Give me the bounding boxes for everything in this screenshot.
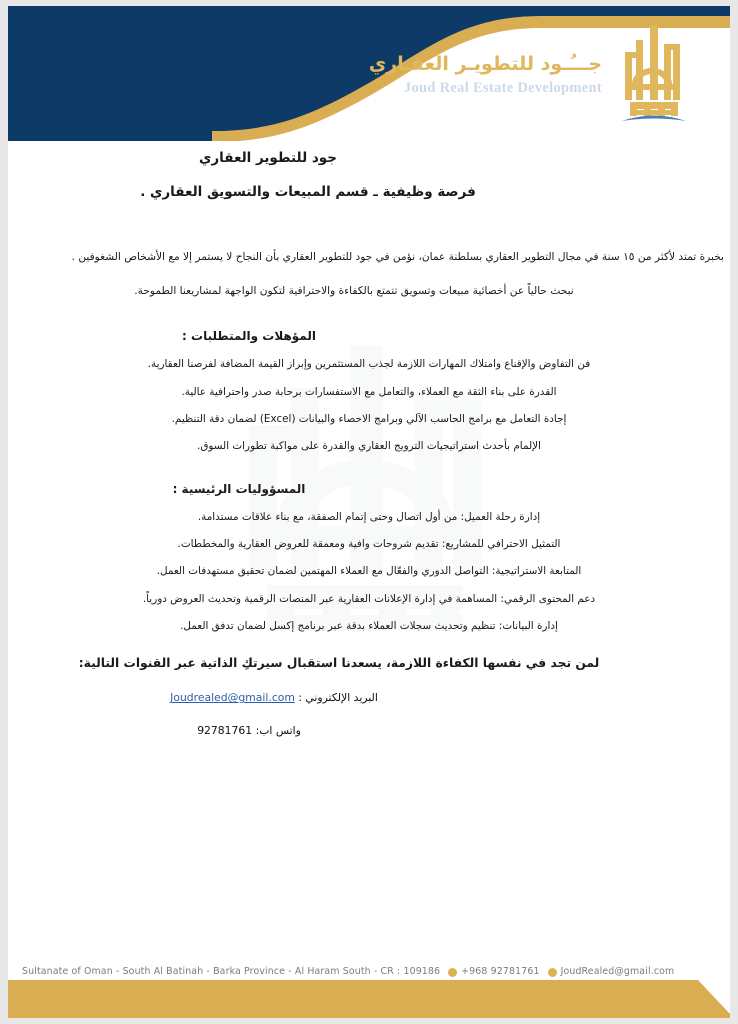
contact-email-row	[14, 689, 724, 707]
list-item: الإلمام بأحدث استراتيجيات الترويج العقاري والقدرة على مواكبة تطورات السوق.	[197, 439, 541, 452]
responsibilities-heading: المسؤوليات الرئيسية :	[172, 481, 306, 496]
title-block	[14, 148, 724, 203]
responsibilities-section	[14, 480, 724, 634]
email-label: البريد الإلكتروني :	[298, 691, 378, 705]
intro-paragraph: بخبرة تمتد لأكثر من ١٥ سنة في مجال التطوير العقاري بسلطنة عمان، نؤمن في جود للتطوير العقاري بأن النجاح لا يستمر إلا مع الأشخاص الشغوفين .	[71, 250, 724, 263]
page-title: جود للتطوير العقاري	[199, 150, 337, 166]
email-link[interactable]: Joudrealed@gmail.com	[170, 691, 295, 705]
page-header	[8, 6, 730, 141]
whatsapp-label: واتس اب:	[255, 723, 301, 737]
contact-whatsapp-row	[14, 722, 724, 740]
footer-address: Sultanate of Oman - South Al Batinah - Barka Province - Al Haram South - CR : 109186	[22, 966, 441, 977]
envelope-icon	[548, 968, 557, 977]
list-item: التمثيل الاحترافي للمشاريع: تقديم شروحات وافية ومعمقة للعروض العقارية والمخططات.	[177, 538, 561, 551]
footer-gold-bar	[8, 980, 730, 1018]
qualifications-section	[14, 327, 724, 454]
list-item: فن التفاوض والإقناع وامتلاك المهارات اللازمة لجذب المستثمرين وإبراز القيمة المضافة لفرصنا العقارية.	[147, 358, 591, 371]
list-item: المتابعة الاستراتيجية: التواصل الدوري والفعّال مع العملاء المهتمين لضمان تحقيق مستهدفات العمل.	[156, 565, 582, 578]
document-body	[14, 148, 724, 740]
brand-name-english: Joud Real Estate Development	[403, 79, 602, 96]
list-item: القدرة على بناء الثقة مع العملاء، والتعامل مع الاستفسارات برحابة صدر واحترافية عالية.	[181, 385, 557, 398]
qualifications-heading: المؤهلات والمتطلبات :	[182, 329, 316, 344]
footer-phone: +968 92781761	[461, 966, 540, 977]
phone-icon	[448, 968, 457, 977]
footer-contact-bar	[22, 966, 716, 977]
footer-bar-shape	[8, 980, 730, 1018]
list-item: إدارة رحلة العميل: من أول اتصال وحتى إتمام الصفقة، مع بناء علاقات مستدامة.	[197, 511, 541, 524]
intro-paragraph-2: نبحث حالياً عن أخصائية مبيعات وتسويق تتمتع بالكفاءة والاحترافية لتكون الواجهة لمشاريعنا الطموحة.	[134, 285, 574, 298]
brand-name-arabic: جـــُـود للتطويـر العقـاري	[368, 53, 602, 75]
page-subtitle: فرصة وظيفية ـ قسم المبيعات والتسويق العقاري .	[140, 184, 476, 201]
closing-statement: لمن تجد في نفسها الكفاءة اللازمة، يسعدنا استقبال سيرتكِ الذاتية عبر القنوات التالية:	[78, 655, 600, 670]
whatsapp-number[interactable]: 92781761	[197, 723, 253, 737]
joud-logo-icon	[620, 22, 688, 127]
company-logo	[620, 22, 688, 127]
brand-wordmark	[369, 54, 602, 97]
list-item: إدارة البيانات: تنظيم وتحديث سجلات العملاء بدقة عبر برنامج إكسل لضمان تدفق العمل.	[180, 619, 558, 632]
list-item: دعم المحتوى الرقمي: المساهمة في إدارة الإعلانات العقارية عبر المنصات الرقمية وتحديث العروض دورياً.	[142, 592, 596, 605]
logo-swoosh	[622, 116, 686, 122]
footer-email: JoudRealed@gmail.com	[560, 966, 675, 977]
list-item: إجادة التعامل مع برامج الحاسب الآلي وبرامج الاحصاء والبيانات (Excel) لضمان دقة التنظيم.	[171, 412, 567, 425]
